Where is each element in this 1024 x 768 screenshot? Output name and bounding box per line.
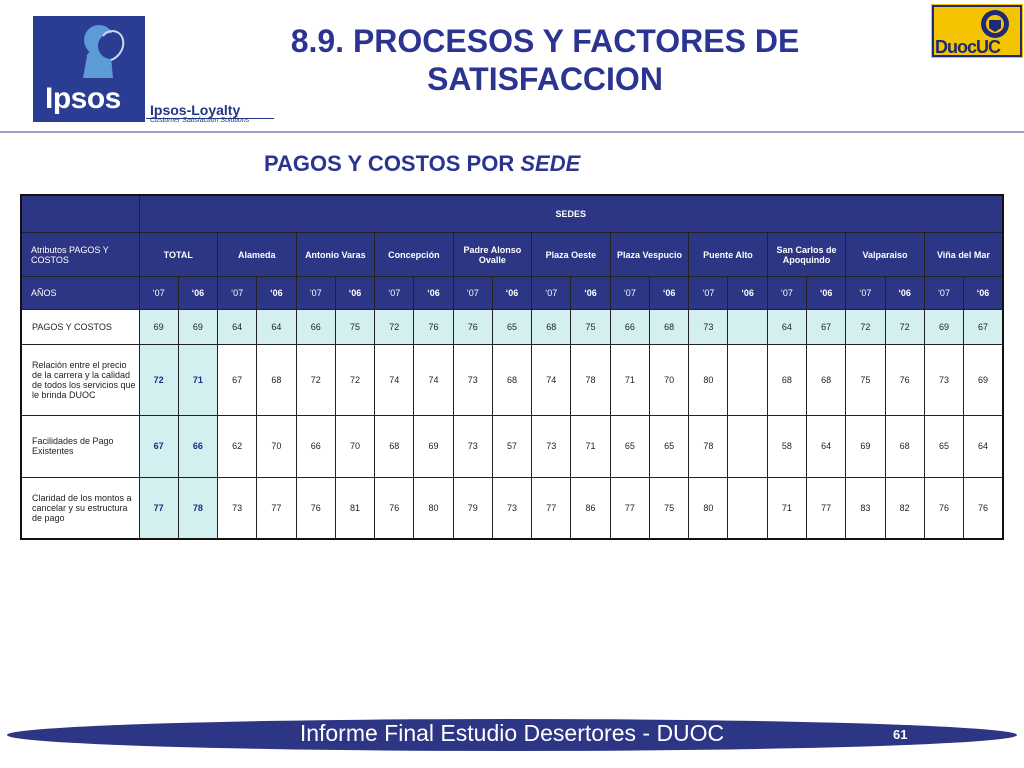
table-cell: 75 bbox=[846, 345, 885, 416]
column-header-sede: Concepción bbox=[375, 232, 454, 277]
page-title: 8.9. PROCESOS Y FACTORES DE SATISFACCION bbox=[290, 23, 800, 97]
year-header: ‘07 bbox=[375, 277, 414, 309]
year-header: ‘07 bbox=[767, 277, 806, 309]
column-header-sede: Antonio Varas bbox=[296, 232, 375, 277]
year-header: ‘07 bbox=[689, 277, 728, 309]
table-cell: 71 bbox=[178, 345, 217, 416]
year-header: ‘06 bbox=[492, 277, 531, 309]
table-cell: 65 bbox=[924, 416, 963, 478]
table-cell: 78 bbox=[571, 345, 610, 416]
table-cell: 70 bbox=[335, 416, 374, 478]
years-label: AÑOS bbox=[21, 277, 139, 309]
table-cell: 76 bbox=[375, 477, 414, 539]
year-header: ‘06 bbox=[414, 277, 453, 309]
table-cell: 68 bbox=[649, 309, 688, 344]
section-subtitle bbox=[264, 151, 580, 177]
table-cell: 68 bbox=[257, 345, 296, 416]
table-cell: 72 bbox=[885, 309, 924, 344]
table-row bbox=[21, 309, 1003, 344]
table-cell bbox=[728, 309, 767, 344]
year-header: ‘06 bbox=[257, 277, 296, 309]
year-header: ‘07 bbox=[139, 277, 178, 309]
table-cell: 70 bbox=[257, 416, 296, 478]
table-cell: 65 bbox=[492, 309, 531, 344]
subtitle-emphasis: SEDE bbox=[520, 151, 581, 176]
table-cell: 76 bbox=[885, 345, 924, 416]
table-cell: 69 bbox=[964, 345, 1003, 416]
year-header: ‘06 bbox=[649, 277, 688, 309]
table-cell: 68 bbox=[532, 309, 571, 344]
table-cell: 74 bbox=[414, 345, 453, 416]
table-cell: 69 bbox=[924, 309, 963, 344]
table-cell: 86 bbox=[571, 477, 610, 539]
table-cell: 77 bbox=[257, 477, 296, 539]
table-cell: 64 bbox=[218, 309, 257, 344]
table-cell: 67 bbox=[139, 416, 178, 478]
page-number: 61 bbox=[893, 727, 908, 742]
year-header: ‘07 bbox=[610, 277, 649, 309]
table-cell: 68 bbox=[492, 345, 531, 416]
table-cell: 66 bbox=[178, 416, 217, 478]
row-label: PAGOS Y COSTOS bbox=[21, 309, 139, 344]
year-header: ‘07 bbox=[296, 277, 335, 309]
table-cell: 83 bbox=[846, 477, 885, 539]
table-cell: 73 bbox=[924, 345, 963, 416]
column-header-sede: Plaza Vespucio bbox=[610, 232, 689, 277]
table-cell: 81 bbox=[335, 477, 374, 539]
table-cell: 73 bbox=[532, 416, 571, 478]
table-row bbox=[21, 345, 1003, 416]
table-cell: 76 bbox=[414, 309, 453, 344]
table-cell: 73 bbox=[453, 345, 492, 416]
table-cell: 64 bbox=[767, 309, 806, 344]
table-cell: 80 bbox=[414, 477, 453, 539]
table-cell: 71 bbox=[610, 345, 649, 416]
attribute-column-header: Atributos PAGOS Y COSTOS bbox=[21, 232, 139, 277]
table-cell: 68 bbox=[807, 345, 846, 416]
year-header: ‘07 bbox=[846, 277, 885, 309]
table-row bbox=[21, 477, 1003, 539]
table-cell: 73 bbox=[689, 309, 728, 344]
year-header: ‘07 bbox=[924, 277, 963, 309]
table-cell: 67 bbox=[964, 309, 1003, 344]
table-cell bbox=[728, 416, 767, 478]
table-cell: 80 bbox=[689, 477, 728, 539]
table-cell: 69 bbox=[414, 416, 453, 478]
table-cell: 72 bbox=[846, 309, 885, 344]
year-header: ‘06 bbox=[964, 277, 1003, 309]
header-divider bbox=[0, 131, 1024, 133]
column-header-total: TOTAL bbox=[139, 232, 218, 277]
table-cell: 69 bbox=[178, 309, 217, 344]
table-cell: 74 bbox=[375, 345, 414, 416]
table-cell: 72 bbox=[139, 345, 178, 416]
table-cell bbox=[728, 477, 767, 539]
table-cell: 62 bbox=[218, 416, 257, 478]
table-cell: 72 bbox=[335, 345, 374, 416]
table-cell: 71 bbox=[571, 416, 610, 478]
table-cell: 64 bbox=[257, 309, 296, 344]
table-row bbox=[21, 416, 1003, 478]
sedes-group-header: SEDES bbox=[139, 195, 1003, 232]
table-cell: 72 bbox=[296, 345, 335, 416]
year-header: ‘07 bbox=[453, 277, 492, 309]
duoc-logo-text: DuocUC bbox=[935, 37, 1000, 57]
year-header: ‘06 bbox=[728, 277, 767, 309]
table-cell: 67 bbox=[218, 345, 257, 416]
table-cell: 77 bbox=[610, 477, 649, 539]
table-cell: 67 bbox=[807, 309, 846, 344]
year-header: ‘06 bbox=[178, 277, 217, 309]
table-cell: 71 bbox=[767, 477, 806, 539]
ipsos-loyalty-logo: Ipsos-Loyalty bbox=[150, 102, 241, 118]
column-header-sede: Padre Alonso Ovalle bbox=[453, 232, 532, 277]
table-cell: 77 bbox=[807, 477, 846, 539]
row-label: Facilidades de Pago Existentes bbox=[21, 416, 139, 478]
year-header: ‘06 bbox=[885, 277, 924, 309]
column-header-sede: Valparaiso bbox=[846, 232, 925, 277]
table-cell: 65 bbox=[610, 416, 649, 478]
table-cell: 57 bbox=[492, 416, 531, 478]
column-header-sede: San Carlos de Apoquindo bbox=[767, 232, 846, 277]
corner-cell bbox=[21, 195, 139, 232]
table-cell: 66 bbox=[296, 309, 335, 344]
footer-text: Informe Final Estudio Desertores - DUOC bbox=[299, 720, 725, 746]
table-cell: 73 bbox=[492, 477, 531, 539]
table-cell: 78 bbox=[689, 416, 728, 478]
year-header: ‘06 bbox=[571, 277, 610, 309]
table-cell: 58 bbox=[767, 416, 806, 478]
table-cell: 73 bbox=[218, 477, 257, 539]
duoc-logo bbox=[931, 4, 1023, 58]
table-cell: 66 bbox=[610, 309, 649, 344]
satisfaction-table bbox=[20, 194, 1004, 540]
table-cell: 76 bbox=[964, 477, 1003, 539]
table-cell: 65 bbox=[649, 416, 688, 478]
table-cell: 76 bbox=[296, 477, 335, 539]
table-cell: 76 bbox=[453, 309, 492, 344]
table-cell: 64 bbox=[964, 416, 1003, 478]
row-label: Relación entre el precio de la carrera y la calidad de todos los servicios que le brinda DUOC bbox=[21, 345, 139, 416]
table-cell: 64 bbox=[807, 416, 846, 478]
table-cell bbox=[728, 345, 767, 416]
table-cell: 77 bbox=[139, 477, 178, 539]
table-cell: 76 bbox=[924, 477, 963, 539]
table-cell: 68 bbox=[767, 345, 806, 416]
ipsos-logo bbox=[33, 16, 145, 122]
year-header: ‘07 bbox=[218, 277, 257, 309]
table-cell: 68 bbox=[885, 416, 924, 478]
column-header-sede: Viña del Mar bbox=[924, 232, 1003, 277]
table-cell: 66 bbox=[296, 416, 335, 478]
table-cell: 75 bbox=[649, 477, 688, 539]
year-header: ‘06 bbox=[807, 277, 846, 309]
year-header: ‘06 bbox=[335, 277, 374, 309]
table-cell: 79 bbox=[453, 477, 492, 539]
table-cell: 75 bbox=[335, 309, 374, 344]
table-cell: 80 bbox=[689, 345, 728, 416]
table-cell: 70 bbox=[649, 345, 688, 416]
table-cell: 69 bbox=[139, 309, 178, 344]
table-cell: 77 bbox=[532, 477, 571, 539]
year-header: ‘07 bbox=[532, 277, 571, 309]
table-cell: 75 bbox=[571, 309, 610, 344]
table-cell: 74 bbox=[532, 345, 571, 416]
table-cell: 69 bbox=[846, 416, 885, 478]
ipsos-loyalty-tagline: Customer Satisfaction Solutions bbox=[150, 117, 250, 124]
table-cell: 73 bbox=[453, 416, 492, 478]
table-cell: 72 bbox=[375, 309, 414, 344]
ipsos-logo-text: Ipsos bbox=[45, 82, 121, 115]
row-label: Claridad de los montos a cancelar y su estructura de pago bbox=[21, 477, 139, 539]
table-cell: 78 bbox=[178, 477, 217, 539]
column-header-sede: Puente Alto bbox=[689, 232, 768, 277]
table-cell: 68 bbox=[375, 416, 414, 478]
subtitle-text: PAGOS Y COSTOS POR bbox=[264, 151, 521, 176]
column-header-sede: Alameda bbox=[218, 232, 297, 277]
column-header-sede: Plaza Oeste bbox=[532, 232, 611, 277]
table-cell: 82 bbox=[885, 477, 924, 539]
